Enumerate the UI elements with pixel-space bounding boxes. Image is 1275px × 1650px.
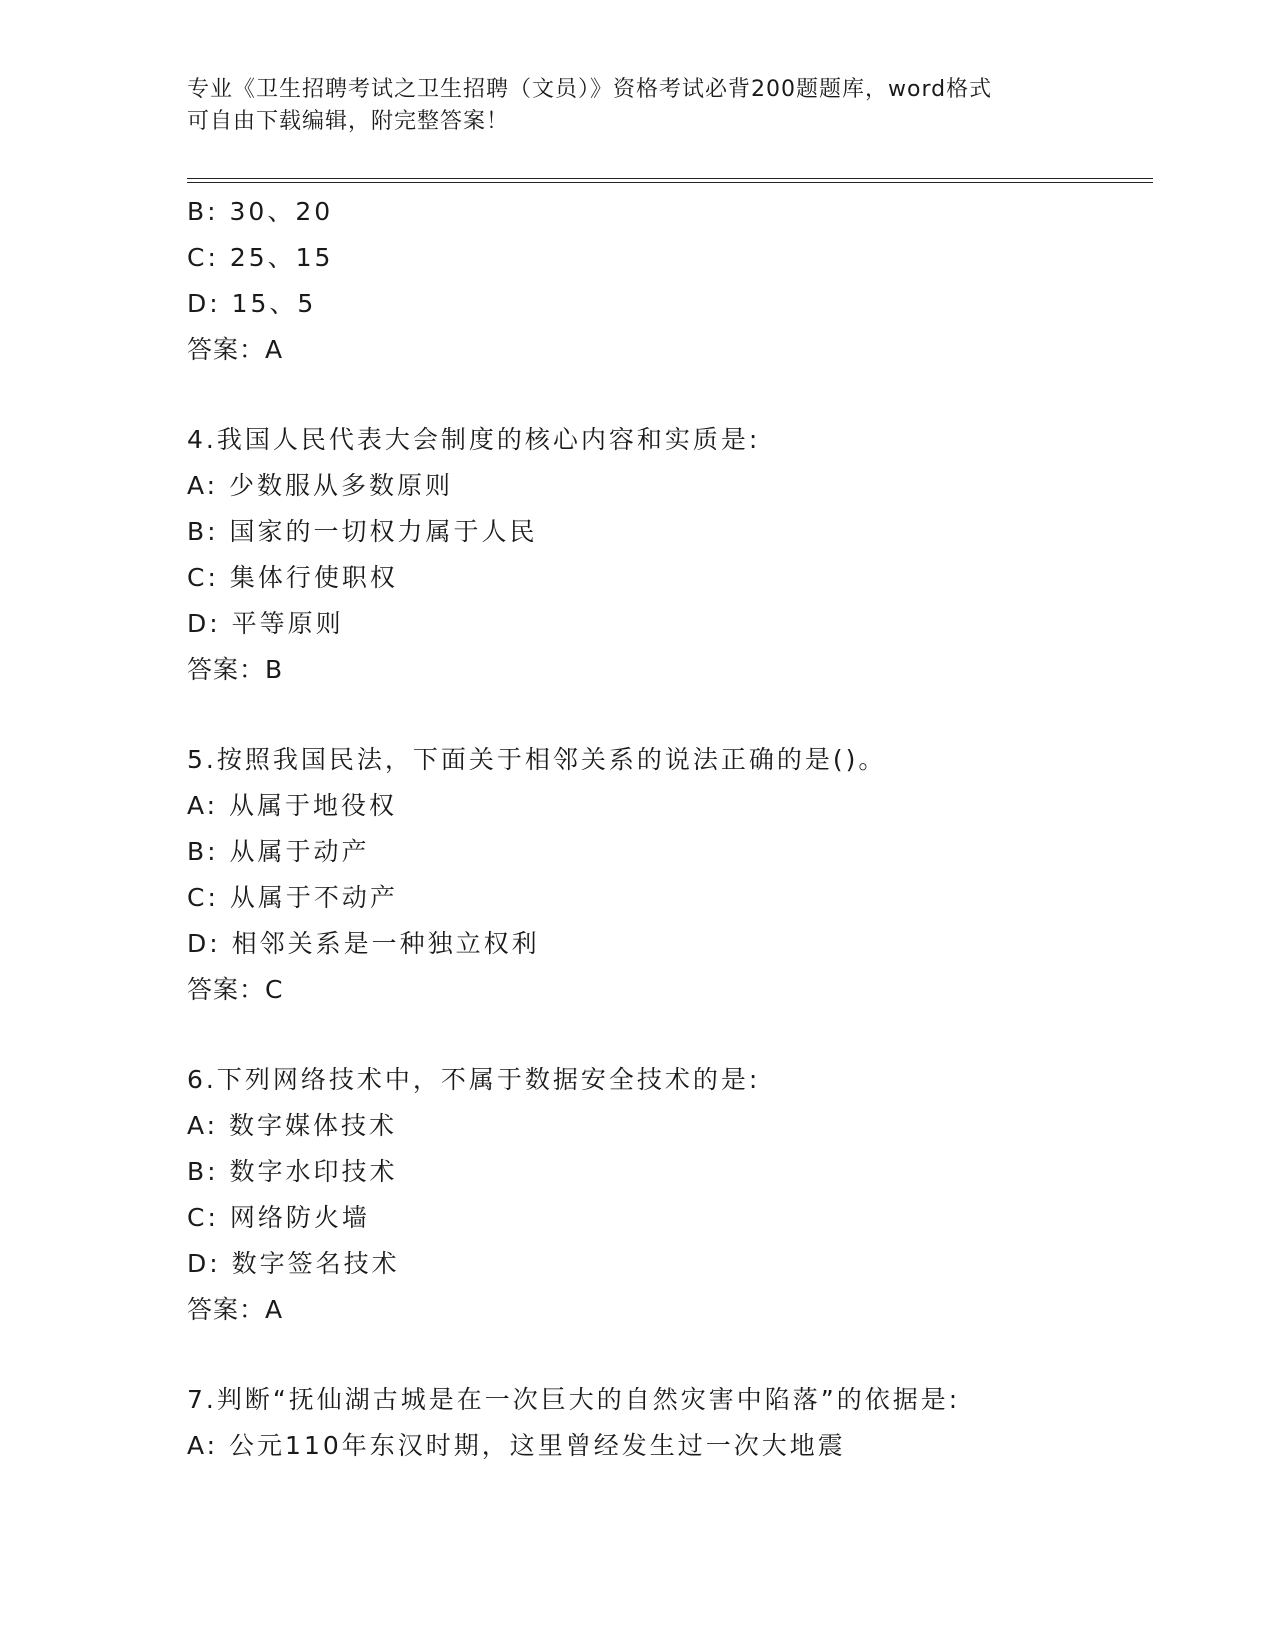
option-b: B: 数字水印技术 (187, 1157, 398, 1186)
header-title-line-2: 可自由下载编辑，附完整答案！ (187, 109, 510, 134)
question-3-continuation (187, 189, 1153, 373)
spacer (187, 1013, 1153, 1057)
spacer (187, 1333, 1153, 1377)
spacer (187, 693, 1153, 737)
option-c: C: 25、15 (187, 243, 334, 272)
answer: 答案：B (187, 655, 284, 684)
option-b: B: 国家的一切权力属于人民 (187, 517, 538, 546)
header-title-line-1: 专业《卫生招聘考试之卫生招聘（文员）》资格考试必背200题题库，word格式 (187, 77, 993, 102)
question-4 (187, 417, 1153, 693)
answer: 答案：A (187, 1295, 284, 1324)
option-d: D: 数字签名技术 (187, 1249, 400, 1278)
document-header (187, 74, 1067, 138)
option-c: C: 网络防火墙 (187, 1203, 370, 1232)
option-a: A: 少数服从多数原则 (187, 471, 454, 500)
option-d: D: 相邻关系是一种独立权利 (187, 929, 540, 958)
option-d: D: 平等原则 (187, 609, 344, 638)
option-a: A: 公元110年东汉时期，这里曾经发生过一次大地震 (187, 1431, 846, 1460)
option-b: B: 30、20 (187, 197, 334, 226)
header-divider (187, 178, 1153, 183)
question-list (187, 189, 1153, 1469)
question-stem: 6.下列网络技术中，不属于数据安全技术的是: (187, 1065, 761, 1094)
question-5 (187, 737, 1153, 1013)
answer: 答案：A (187, 335, 284, 364)
option-b: B: 从属于动产 (187, 837, 370, 866)
spacer (187, 373, 1153, 417)
answer: 答案：C (187, 975, 284, 1004)
option-a: A: 从属于地役权 (187, 791, 398, 820)
question-stem: 5.按照我国民法，下面关于相邻关系的说法正确的是()。 (187, 745, 887, 774)
option-d: D: 15、5 (187, 289, 317, 318)
question-stem: 4.我国人民代表大会制度的核心内容和实质是: (187, 425, 761, 454)
option-c: C: 集体行使职权 (187, 563, 398, 592)
option-c: C: 从属于不动产 (187, 883, 398, 912)
question-7 (187, 1377, 1153, 1469)
option-a: A: 数字媒体技术 (187, 1111, 398, 1140)
question-6 (187, 1057, 1153, 1333)
question-stem: 7.判断“抚仙湖古城是在一次巨大的自然灾害中陷落”的依据是: (187, 1385, 961, 1414)
